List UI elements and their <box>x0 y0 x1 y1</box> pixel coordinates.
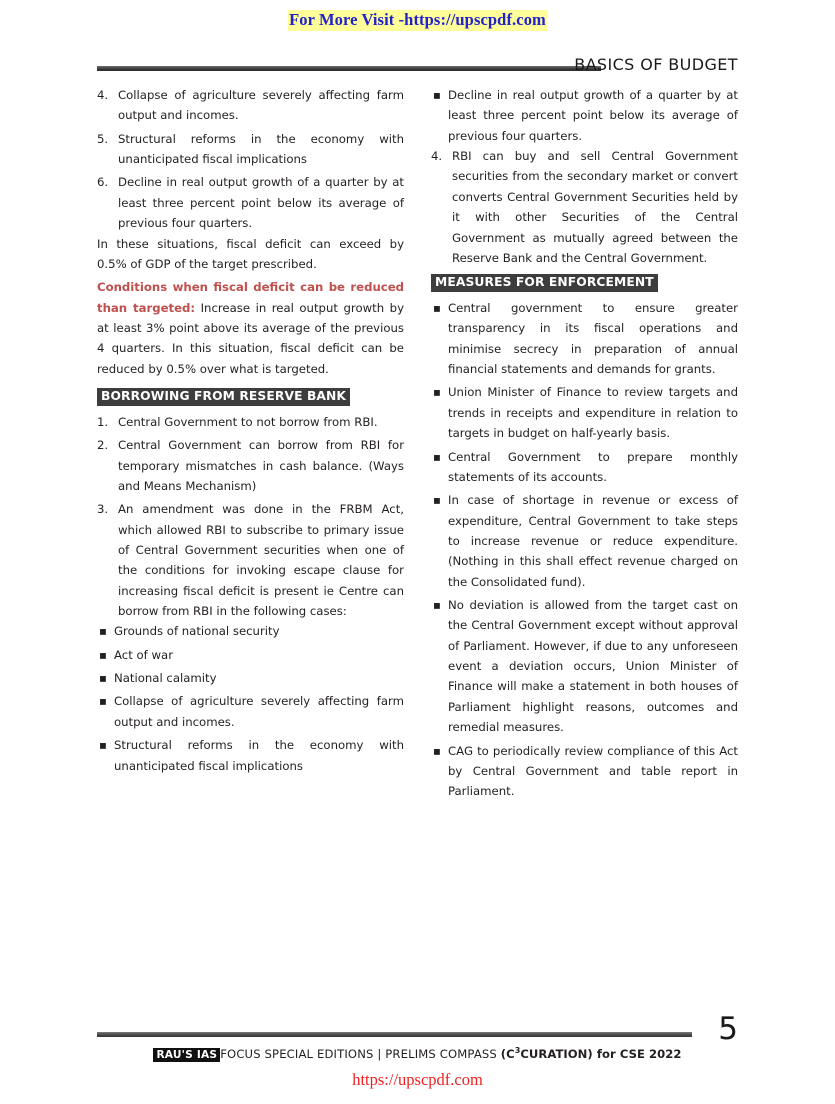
bullet-icon: ▪ <box>433 449 441 464</box>
measures-bullet-list <box>431 298 738 802</box>
section-heading-wrap-measures <box>431 268 738 298</box>
list-item <box>431 595 738 738</box>
list-item <box>97 435 404 496</box>
footer-credit-mid: FOCUS SPECIAL EDITIONS | PRELIMS COMPASS <box>220 1046 501 1061</box>
bullet-icon: ▪ <box>99 694 107 709</box>
list-text: Decline in real output growth of a quarter by at least three percent point below its average of previous four quarters. <box>448 88 738 143</box>
right-top-bullet-list <box>431 85 738 146</box>
list-text: Central Government to prepare monthly statements of its accounts. <box>448 449 738 484</box>
footer-rule <box>97 1032 692 1037</box>
list-text: Collapse of agriculture severely affecting farm output and incomes. <box>118 88 404 123</box>
list-text: CAG to periodically review compliance of this Act by Central Government and table report in Parliament. <box>448 743 738 799</box>
section-heading-measures: MEASURES FOR ENFORCEMENT <box>431 274 658 292</box>
list-text: In case of shortage in revenue or excess of expenditure, Central Government to take steps to increase revenue or reduce expenditure. (Nothing in this shall effect revenue charged on the Consolidated fund). <box>448 493 738 589</box>
list-marker: 2. <box>97 438 109 453</box>
reduced-lead-in: Conditions when fiscal deficit can be reduced than targeted: <box>97 280 404 315</box>
running-head <box>97 55 738 83</box>
footer-credit-close: CURATION) for CSE 2022 <box>520 1046 682 1061</box>
bullet-icon: ▪ <box>433 88 441 102</box>
promo-banner <box>0 10 835 31</box>
list-item <box>97 172 404 233</box>
list-text: Structural reforms in the economy with unanticipated fiscal implications <box>114 738 404 773</box>
list-item <box>431 490 738 592</box>
right-numbered-continued-list <box>431 146 738 268</box>
footer-url[interactable]: https://upscpdf.com <box>352 1070 483 1089</box>
list-text: Act of war <box>114 647 174 662</box>
left-paragraph-reduced <box>97 277 404 379</box>
list-item <box>97 621 404 641</box>
promo-link[interactable]: For More Visit -https://upscpdf.com <box>289 10 546 29</box>
list-text: National calamity <box>114 671 217 686</box>
bullet-icon: ▪ <box>99 624 107 639</box>
bullet-icon: ▪ <box>433 598 441 613</box>
page-title: BASICS OF BUDGET <box>574 55 738 74</box>
list-item <box>97 85 404 126</box>
list-marker: 1. <box>97 414 109 429</box>
list-item <box>431 382 738 443</box>
list-marker: 3. <box>97 502 109 517</box>
page-number: 5 <box>718 1011 738 1047</box>
left-paragraph-situations: In these situations, fiscal deficit can exceed by 0.5% of GDP of the target prescribed. <box>97 236 404 271</box>
list-item <box>97 735 404 776</box>
publisher-badge: RAU'S IAS <box>153 1048 220 1062</box>
list-text: RBI can buy and sell Central Government securities from the secondary market or convert converts Central Government Securities held by it with other Securities of the Central Government as mutually agreed between the Reserve Bank and the Central Government. <box>452 149 738 265</box>
list-item <box>97 499 404 621</box>
left-numbered-continued-list <box>97 85 404 234</box>
bullet-icon: ▪ <box>433 493 441 508</box>
footer-url-wrap <box>97 1070 738 1090</box>
bullet-icon: ▪ <box>99 671 107 686</box>
footer-credit <box>97 1046 738 1061</box>
list-item <box>97 129 404 170</box>
reduced-body-text: Increase in real output growth by at least 3% point above its average of the previous 4 quarters. In this situation, fiscal deficit can be reduced by 0.5% over what is targeted. <box>97 300 404 376</box>
list-text: Grounds of national security <box>114 624 280 639</box>
footer-credit-superscript: 3 <box>514 1046 521 1055</box>
list-marker: 6. <box>97 175 109 190</box>
section-heading-borrowing: BORROWING FROM RESERVE BANK <box>97 388 350 406</box>
borrowing-cases-bullet-list <box>97 621 404 776</box>
running-head-rule <box>97 66 601 71</box>
list-item <box>97 412 404 432</box>
list-text: An amendment was done in the FRBM Act, which allowed RBI to subscribe to primary issue of Central Government securities when one of the conditions for invoking escape clause for increasing fiscal deficit is present ie Centre can borrow from RBI in the following cases: <box>118 502 404 619</box>
list-item <box>97 691 404 732</box>
list-text: Structural reforms in the economy with unanticipated fiscal implications <box>118 131 404 167</box>
bullet-icon: ▪ <box>433 743 441 758</box>
list-item <box>431 447 738 488</box>
list-item <box>431 298 738 379</box>
list-marker: 4. <box>431 149 443 164</box>
body-columns <box>97 85 738 802</box>
bullet-icon: ▪ <box>99 647 107 662</box>
right-column <box>431 85 738 802</box>
left-column <box>97 85 404 802</box>
list-item <box>97 668 404 688</box>
list-item <box>431 741 738 802</box>
list-text: Union Minister of Finance to review targets and trends in receipts and expenditure in relation to targets in budget on half-yearly basis. <box>448 385 738 441</box>
footer-credit-open: (C <box>500 1046 515 1061</box>
list-marker: 5. <box>97 131 109 146</box>
list-text: No deviation is allowed from the target cast on the Central Government except without approval of Parliament. However, if due to any unforeseen event a deviation occurs, Union Minister of Finance will make a statement in both houses of Parliament highlight reasons, outcomes and remedial measures. <box>448 598 738 735</box>
bullet-icon: ▪ <box>433 385 441 400</box>
list-item <box>97 645 404 665</box>
list-marker: 4. <box>97 88 109 102</box>
page-footer <box>97 1011 738 1104</box>
list-item <box>431 85 738 146</box>
list-text: Central Government to not borrow from RBI. <box>118 414 378 429</box>
list-text: Central Government can borrow from RBI for temporary mismatches in cash balance. (Ways and Means Mechanism) <box>118 438 404 493</box>
list-text: Central government to ensure greater transparency in its fiscal operations and minimise secrecy in preparation of annual financial statements and demands for grants. <box>448 301 738 377</box>
bullet-icon: ▪ <box>99 738 107 753</box>
list-text: Collapse of agriculture severely affecting farm output and incomes. <box>114 694 404 729</box>
list-item <box>431 146 738 268</box>
section-heading-wrap-borrowing <box>97 382 404 412</box>
bullet-icon: ▪ <box>433 301 441 315</box>
borrowing-numbered-list <box>97 412 404 622</box>
list-text: Decline in real output growth of a quarter by at least three percent point below its average of previous four quarters. <box>118 175 404 231</box>
